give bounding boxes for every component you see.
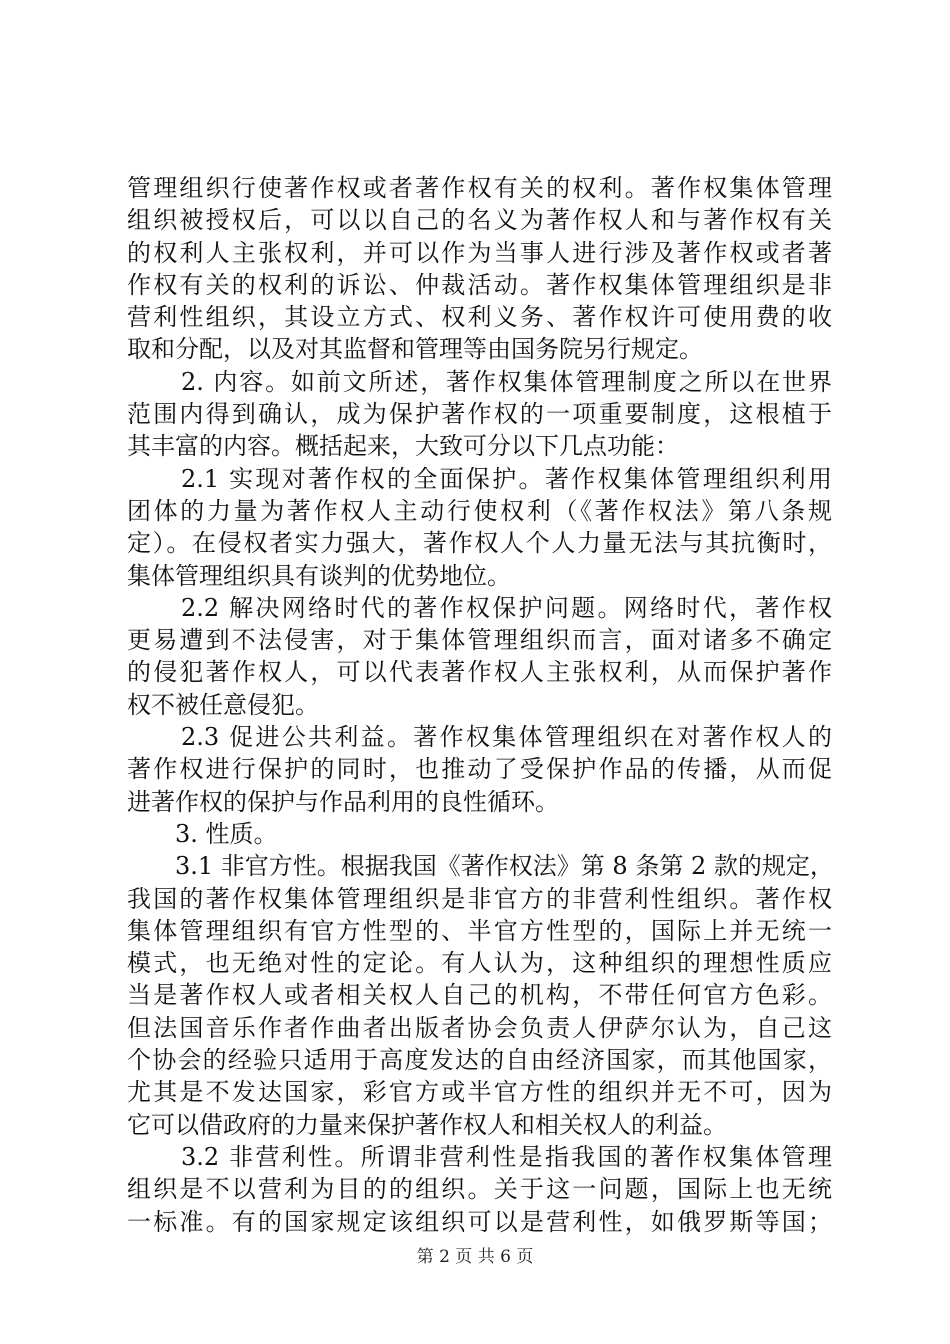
text-line: 管理组织行使著作权或者著作权有关的权利。著作权集体管理 [127, 174, 832, 202]
text-line: 但法国音乐作者作曲者出版者协会负责人伊萨尔认为，自己这 [127, 1013, 832, 1042]
section-heading-2: 2. 内容。如前文所述，著作权集体管理制度之所以在世界 [181, 367, 832, 396]
text-line: 进著作权的保护与作品利用的良性循环。 [127, 787, 559, 816]
text-line: 范围内得到确认，成为保护著作权的一项重要制度，这根植于 [127, 400, 832, 429]
text-line: 组织被授权后，可以以自己的名义为著作权人和与著作权有关 [127, 206, 832, 235]
text-line: 它可以借政府的力量来保护著作权人和相关权人的利益。 [127, 1110, 727, 1139]
text-line: 的侵犯著作权人，可以代表著作权人主张权利，从而保护著作 [127, 658, 832, 687]
text-line: 集体管理组织具有谈判的优势地位。 [127, 561, 511, 590]
text-line: 模式，也无绝对性的定论。有人认为，这种组织的理想性质应 [127, 949, 832, 978]
text-line: 我国的著作权集体管理组织是非官方的非营利性组织。著作权 [127, 884, 832, 913]
text-line: 营利性组织，其设立方式、权利义务、著作权许可使用费的收 [127, 303, 832, 332]
text-line: 集体管理组织有官方性型的、半官方性型的，国际上并无统一 [127, 916, 832, 945]
text-line: 定）。在侵权者实力强大，著作权人个人力量无法与其抗衡时， [127, 529, 832, 558]
text-line: 一标准。有的国家规定该组织可以是营利性，如俄罗斯等国； [127, 1207, 832, 1236]
page-number-footer: 第 2 页 共 6 页 [416, 1247, 534, 1267]
text-line: 当是著作权人或者相关权人自己的机构，不带任何官方色彩。 [127, 981, 832, 1010]
subsection-3-2: 3.2 非营利性。所谓非营利性是指我国的著作权集体管理 [181, 1142, 832, 1171]
text-line: 权不被任意侵犯。 [127, 690, 319, 719]
text-line: 取和分配，以及对其监督和管理等由国务院另行规定。 [127, 335, 703, 364]
subsection-2-1: 2.1 实现对著作权的全面保护。著作权集体管理组织利用 [181, 464, 832, 493]
text-line: 著作权进行保护的同时，也推动了受保护作品的传播，从而促 [127, 755, 832, 784]
text-line: 个协会的经验只适用于高度发达的自由经济国家，而其他国家， [127, 1046, 832, 1075]
document-body [127, 172, 832, 1238]
text-line: 尤其是不发达国家，彩官方或半官方性的组织并无不可，因为 [127, 1078, 832, 1107]
text-line: 组织是不以营利为目的的组织。关于这一问题，国际上也无统 [127, 1175, 832, 1204]
subsection-2-2: 2.2 解决网络时代的著作权保护问题。网络时代，著作权 [181, 593, 832, 622]
text-line: 其丰富的内容。概括起来，大致可分以下几点功能： [127, 432, 679, 461]
text-line: 更易遭到不法侵害，对于集体管理组织而言，面对诸多不确定 [127, 626, 832, 655]
subsection-3-1: 3.1 非官方性。根据我国《著作权法》第 8 条第 2 款的规定， [175, 852, 834, 881]
text-line: 的权利人主张权利，并可以作为当事人进行涉及著作权或者著 [127, 238, 832, 267]
section-heading-3: 3. 性质。 [175, 819, 278, 848]
text-line: 团体的力量为著作权人主动行使权利（《著作权法》第八条规 [127, 496, 832, 525]
subsection-2-3: 2.3 促进公共利益。著作权集体管理组织在对著作权人的 [181, 723, 832, 752]
text-line: 作权有关的权利的诉讼、仲裁活动。著作权集体管理组织是非 [127, 270, 832, 299]
